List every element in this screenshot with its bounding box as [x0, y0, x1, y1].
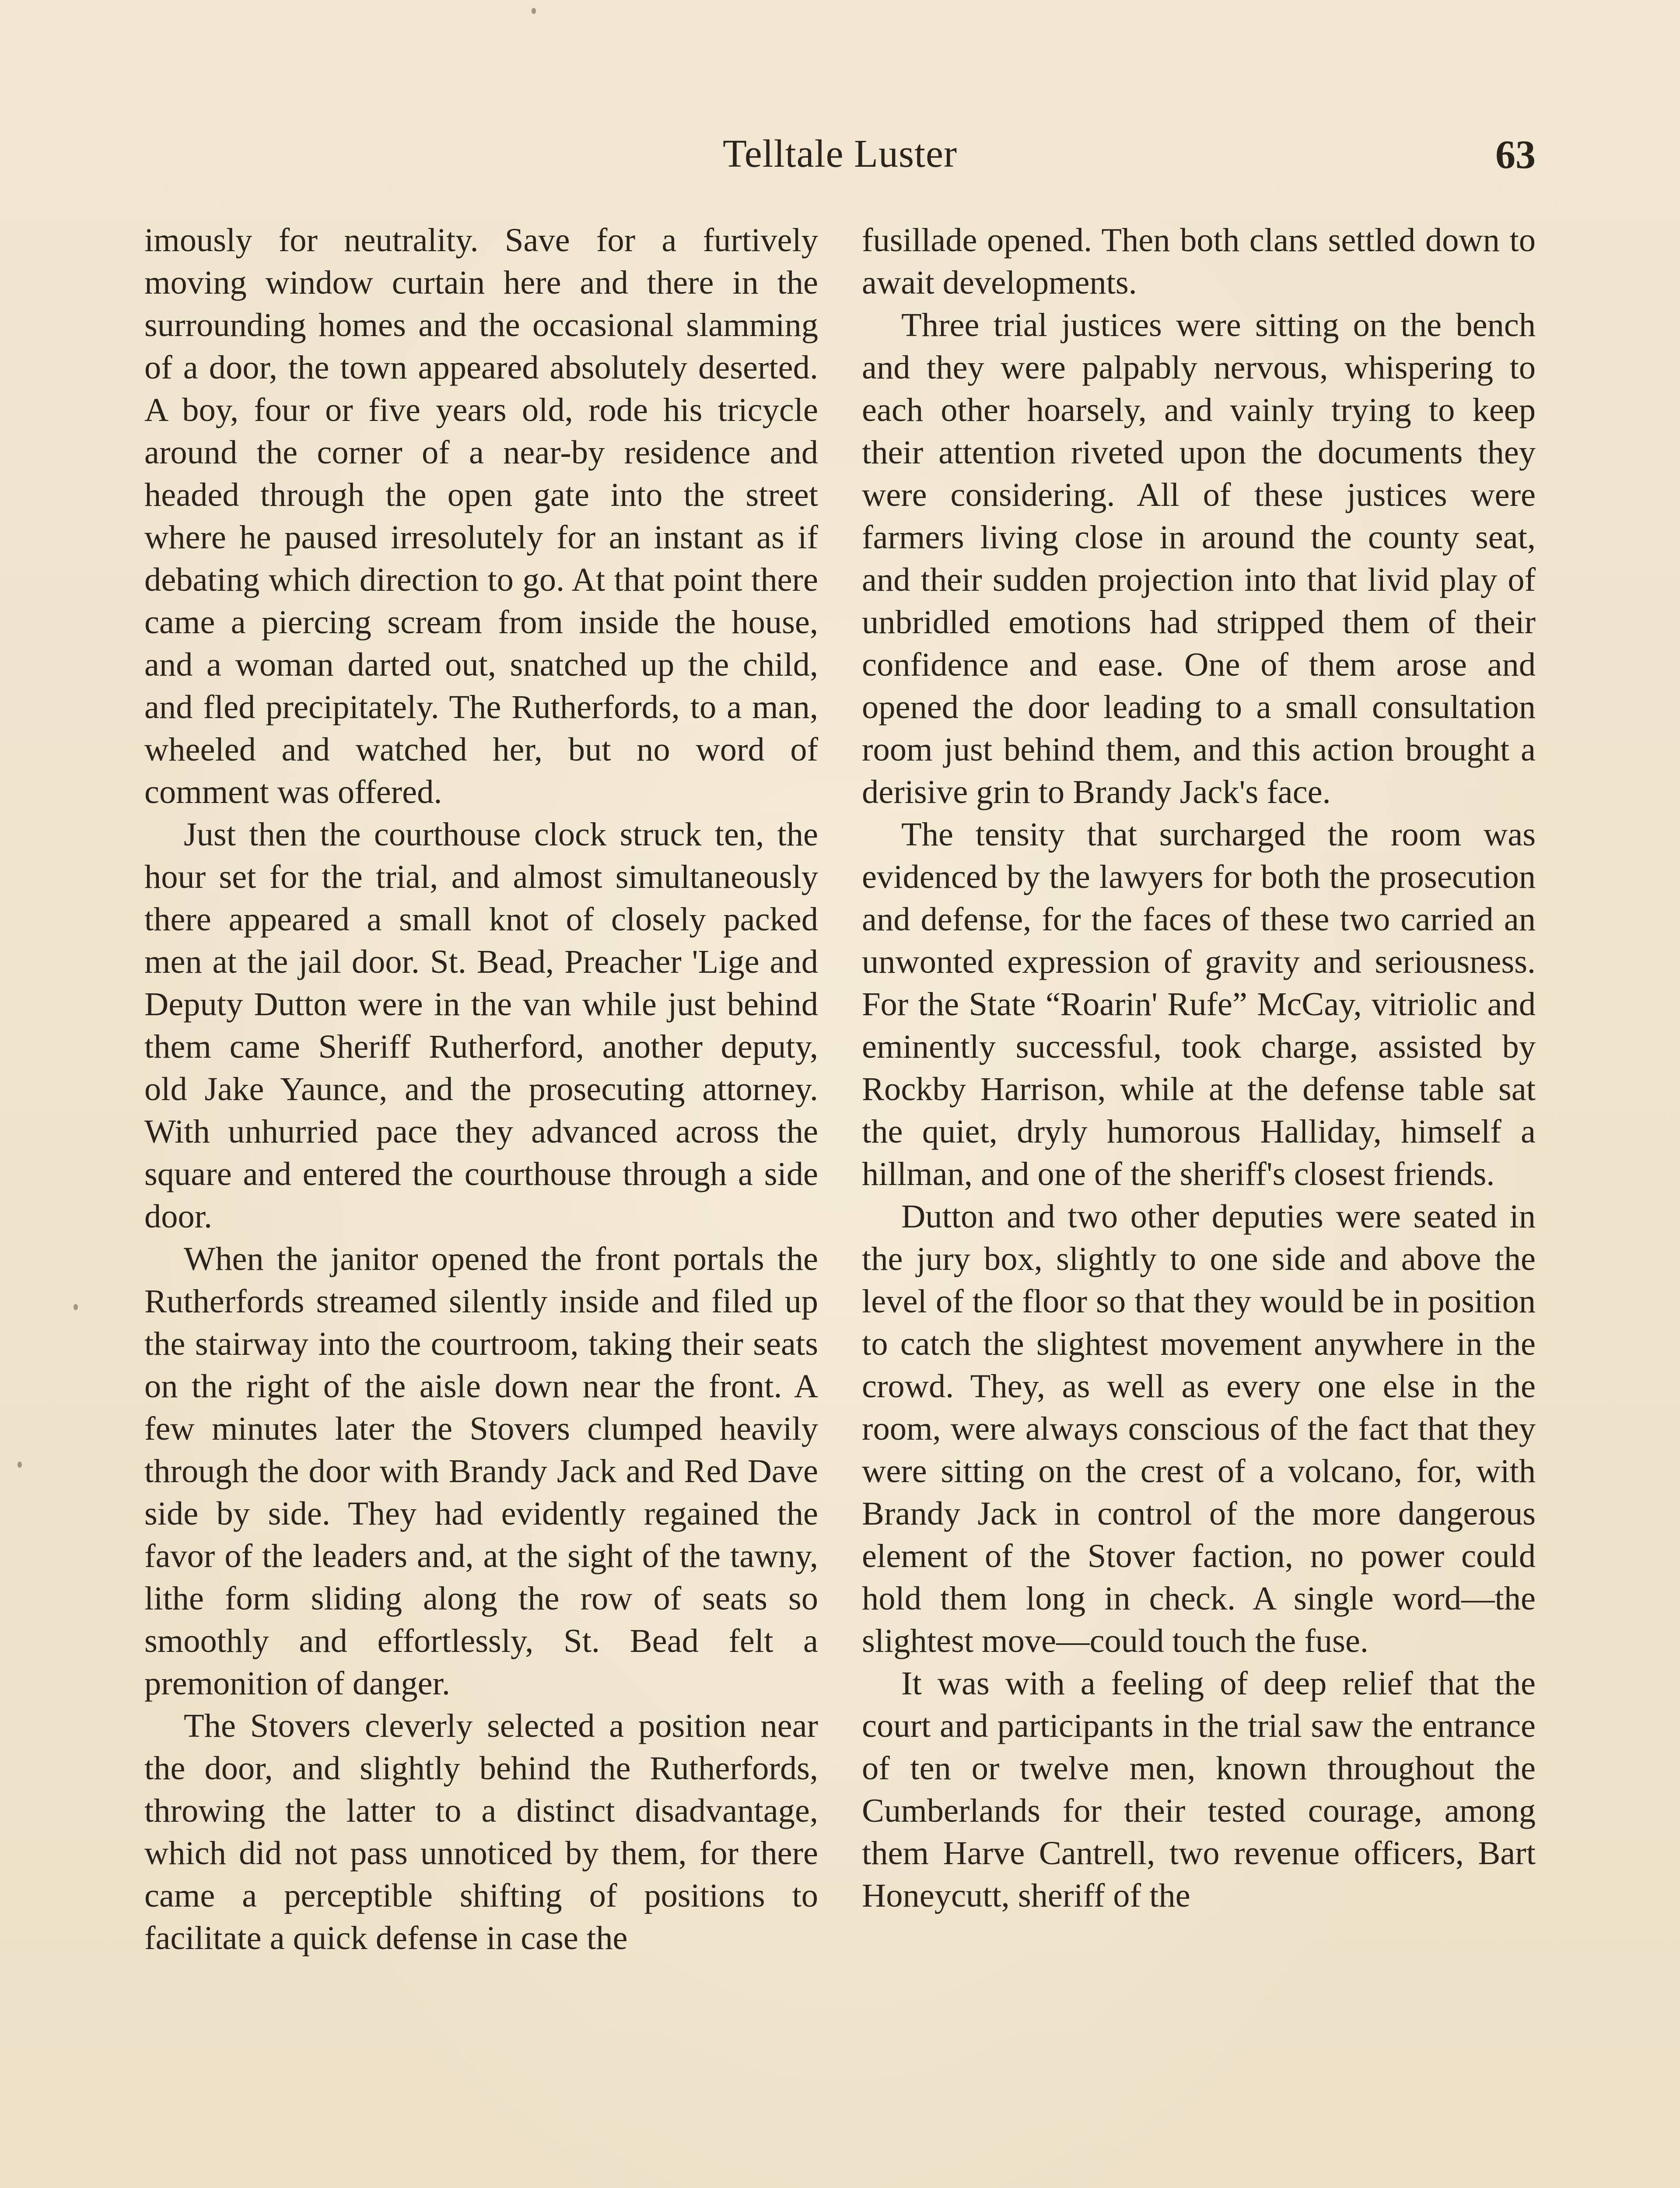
print-speck — [532, 8, 536, 14]
paragraph: Just then the courthouse clock struck ten, the hour set for the trial, and almost simultaneously there appeared a small knot of closely packed men at the jail door. St. Bead, Preacher 'Lige and Deputy Dutton were in the van while just behind them came Sheriff Rutherford, another deputy, old Jake Yaunce, and the prosecuting attorney. With unhurried pace they advanced across the square and entered the courthouse through a side door. — [144, 816, 818, 1235]
paragraph: It was with a feeling of deep relief that the court and participants in the trial saw the entrance of ten or twelve men, known throughout the Cumberlands for their tested courage, among them Harve Cantrell, two revenue officers, Bart Honeycutt, sheriff of the — [862, 1665, 1536, 1914]
paragraph: Three trial justices were sitting on the bench and they were palpably nervous, whispering to each other hoarsely, and vainly trying to keep their attention riveted upon the documents they were considering. All of these justices were farmers living close in around the county seat, and their sudden projection into that livid play of unbridled emotions had stripped them of their confidence and ease. One of them arose and opened the door leading to a small consultation room just behind them, and this action brought a derisive grin to Brandy Jack's face. — [862, 306, 1536, 810]
running-title: Telltale Luster — [723, 132, 957, 175]
print-speck — [74, 1304, 78, 1310]
left-column — [144, 219, 818, 2188]
paragraph: fusillade opened. Then both clans settled down to await developments. — [862, 221, 1536, 301]
print-speck — [18, 1462, 22, 1468]
paragraph: imously for neutrality. Save for a furtively moving window curtain here and there in the surrounding homes and the occasional slamming of a door, the town appeared absolutely deserted. A boy, four or five years old, rode his tricycle around the corner of a near-by residence and headed through the open gate into the street where he paused irresolutely for an instant as if debating which direction to go. At that point there came a piercing scream from inside the house, and a woman darted out, snatched up the child, and fled precipitately. The Rutherfords, to a man, wheeled and watched her, but no word of comment was offered. — [144, 221, 818, 810]
running-head — [144, 131, 1536, 184]
right-column — [862, 219, 1536, 2188]
paragraph: The Stovers cleverly selected a position near the door, and slightly behind the Rutherfords, throwing the latter to a distinct disadvantage, which did not pass unnoticed by them, for there came a perceptible shifting of positions to facilitate a quick defense in case the — [144, 1707, 818, 1957]
paragraph: The tensity that surcharged the room was evidenced by the lawyers for both the prosecution and defense, for the faces of these two carried an unwonted expression of gravity and seriousness. For the State “Roarin' Rufe” McCay, vitriolic and eminently successful, took charge, assisted by Rockby Harrison, while at the defense table sat the quiet, dryly humorous Halliday, himself a hillman, and one of the sheriff's closest friends. — [862, 816, 1536, 1192]
page-number: 63 — [1495, 132, 1536, 177]
paragraph: When the janitor opened the front portals the Rutherfords streamed silently inside and filed up the stairway into the courtroom, taking their seats on the right of the aisle down near the front. A few minutes later the Stovers clumped heavily through the door with Brandy Jack and Red Dave side by side. They had evidently regained the favor of the leaders and, at the sight of the tawny, lithe form sliding along the row of seats so smoothly and effortlessly, St. Bead felt a premonition of danger. — [144, 1240, 818, 1702]
text-columns — [144, 219, 1536, 2188]
paragraph: Dutton and two other deputies were seated in the jury box, slightly to one side and above the level of the floor so that they would be in position to catch the slightest movement anywhere in the crowd. They, as well as every one else in the room, were always conscious of the fact that they were sitting on the crest of a volcano, for, with Brandy Jack in control of the more dangerous element of the Stover faction, no power could hold them long in check. A single word—the slightest move—could touch the fuse. — [862, 1198, 1536, 1659]
